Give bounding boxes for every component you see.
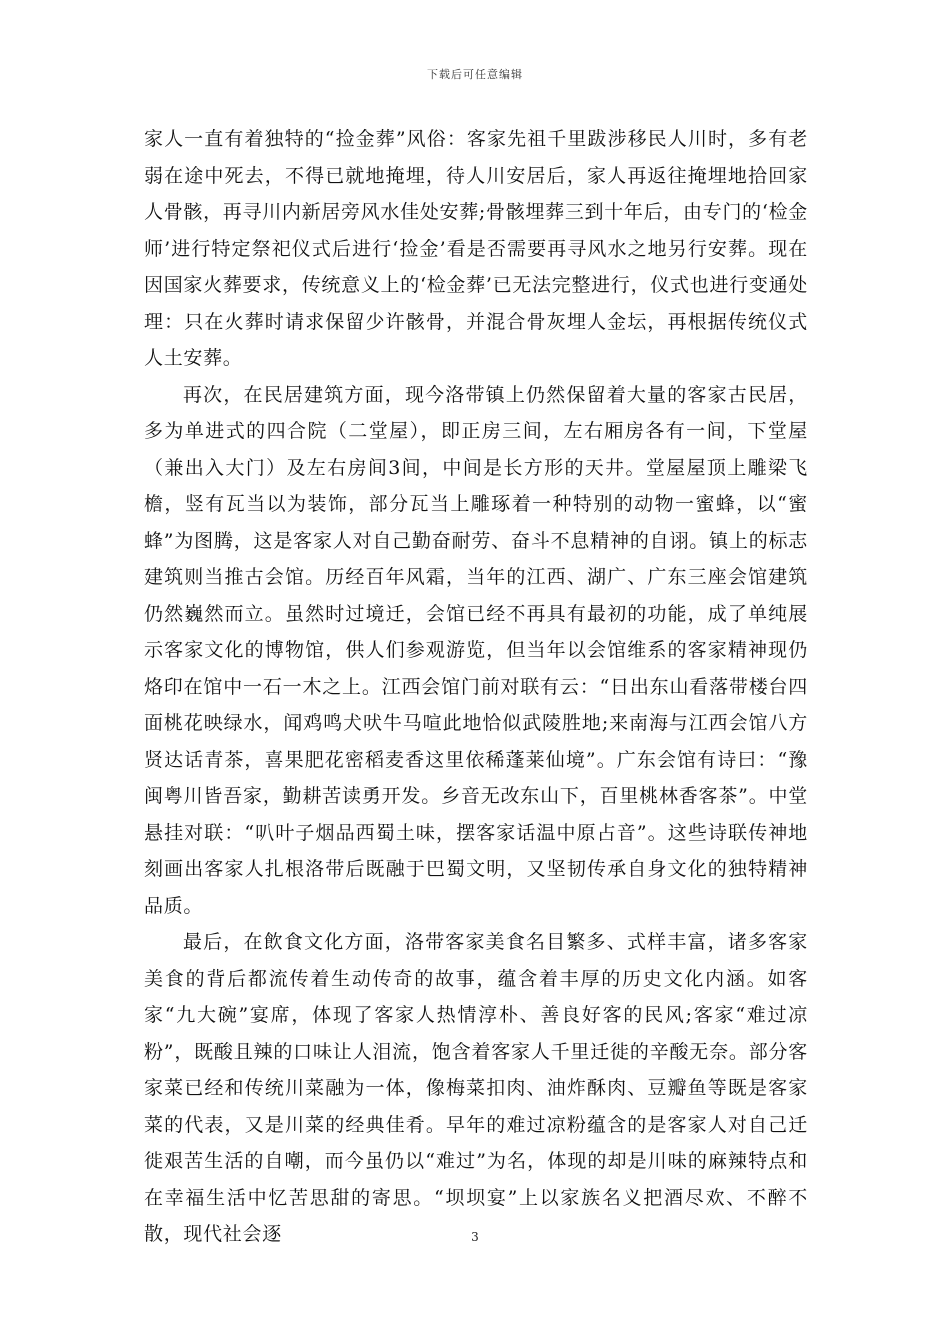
page-number: 3	[471, 1230, 479, 1244]
body-text	[144, 121, 808, 1253]
page-header: 下载后可任意编辑	[427, 68, 523, 81]
paragraph-food-culture: 最后，在飲食文化方面，洛带客家美食名目繁多、式样丰富，诸多客家美食的背后都流传着生动传奇的故事，蕴含着丰厚的历史文化内涵。如客家“九大碗”宴席，体现了客家人热情淳朴、善良好客的民风;客家“难过凉粉”，既酸且辣的口味让人泪流，饱含着客家人千里迁徙的辛酸无奈。部分客家菜已经和传统川菜融为一体，像梅菜扣肉、油炸酥肉、豆瓣鱼等既是客家菜的代表，又是川菜的经典佳肴。早年的难过凉粉蕴含的是客家人对自己迁徙艰苦生活的自嘲，而今虽仍以“难过”为名，体现的却是川味的麻辣特点和在幸福生活中忆苦思甜的寄思。“坝坝宴”上以家族名义把酒尽欢、不醉不散，现代社会逐	[144, 931, 808, 1245]
paragraph-architecture: 再次，在民居建筑方面，现今洛带镇上仍然保留着大量的客家古民居，多为单进式的四合院（二堂屋），即正房三间，左右厢房各有一间，下堂屋（兼出入大门）及左右房间3间，中间是长方形的天井。堂屋屋顶上雕梁飞檐，竖有瓦当以为装饰，部分瓦当上雕琢着一种特别的动物一蜜蜂，以“蜜蜂”为图腾，这是客家人对自己勤奋耐劳、奋斗不息精神的自诩。镇上的标志建筑则当推古会馆。历经百年风霜，当年的江西、湖广、广东三座会馆建筑仍然巍然而立。虽然时过境迁，会馆已经不再具有最初的功能，成了单纯展示客家文化的博物馆，供人们参观游览，但当年以会馆维系的客家精神现仍烙印在馆中一石一木之上。江西会馆门前对联有云：“日出东山看落带楼台四面桃花映绿水，闻鸡鸣犬吠牛马喧此地恰似武陵胜地;来南海与江西会馆八方贤达话青茶，喜果肥花密稻麦香这里依稀蓬莱仙境”。广东会馆有诗曰：“豫闽粤川皆吾家，勤耕苦读勇开发。乡音无改东山下，百里桃林香客茶”。中堂悬挂对联：“叭叶子烟品西蜀土味，摆客家话温中原占音”。这些诗联传神地刻画出客家人扎根洛带后既融于巴蜀文明，又坚韧传承自身文化的独特精神品质。	[144, 383, 808, 917]
paragraph-continued: 家人一直有着独特的“捡金葬”风俗：客家先祖千里跋涉移民人川时，多有老弱在途中死去，不得已就地掩埋，待人川安居后，家人再返往掩埋地拾回家人骨骸，再寻川内新居旁风水佳处安葬;骨骸埋葬三到十年后，由专门的‘检金师’进行特定祭祀仪式后进行‘捡金’看是否需要再寻风水之地另行安葬。现在因国家火葬要求，传统意义上的‘检金葬’已无法完整进行，仪式也进行变通处理：只在火葬时请求保留少许骸骨，并混合骨灰埋人金坛，再根据传统仪式人土安葬。	[144, 128, 808, 369]
